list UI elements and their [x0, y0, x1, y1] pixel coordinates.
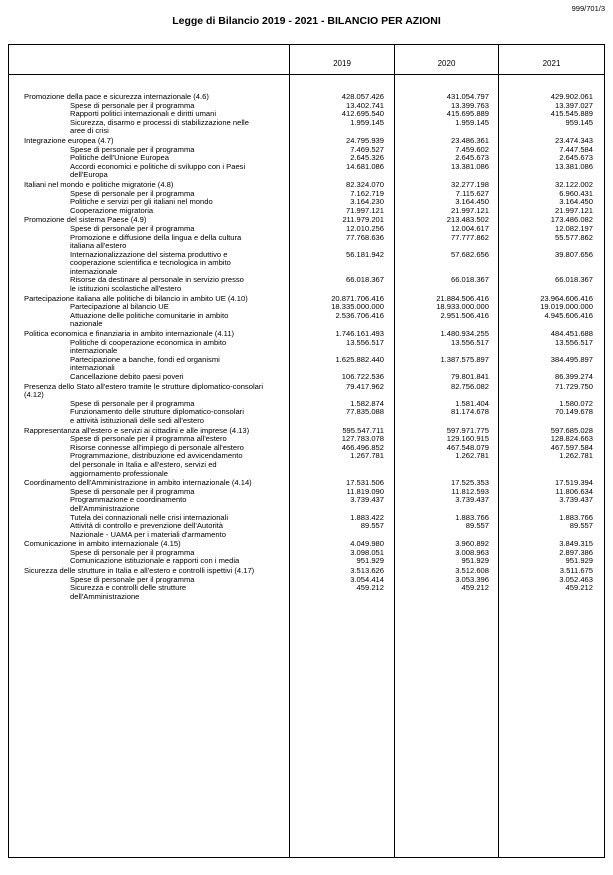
action-row [9, 452, 604, 478]
action-label: Risorse connesse all'impiego di personale all'estero [70, 442, 244, 452]
value-2020: 21.997.121 [450, 205, 489, 215]
action-row [9, 496, 604, 513]
value-2019: 82.324.070 [345, 179, 384, 189]
action-label: Spese di personale per il programma [70, 398, 195, 408]
program-label: Comunicazione in ambito internazionale (4.15) [24, 539, 181, 549]
action-label: Spese di personale per il programma [70, 486, 195, 496]
value-2019: 77.835.088 [345, 407, 384, 417]
value-2020: 1.387.575.897 [440, 354, 489, 364]
value-2019: 459.212 [356, 583, 384, 593]
value-2020: 13.556.517 [450, 337, 489, 347]
value-2021: 429.902.061 [550, 92, 593, 101]
value-2019: 127.783.078 [341, 434, 384, 444]
program-label: Partecipazione italiana alle politiche di bilancio in ambito UE (4.10) [24, 293, 248, 303]
value-2019: 11.819.090 [346, 486, 384, 496]
action-label: Cooperazione migratoria [70, 205, 154, 215]
value-2019: 2.536.706.416 [335, 310, 384, 320]
value-2021: 66.018.367 [554, 275, 593, 285]
value-2019: 1.883.422 [350, 512, 384, 522]
value-2021: 459.212 [565, 583, 593, 593]
value-2021: 32.122.002 [554, 179, 593, 189]
value-2020: 57.682.656 [450, 249, 489, 259]
value-2020: 77.777.862 [450, 232, 489, 242]
value-2021: 13.556.517 [554, 337, 593, 347]
value-2021: 3.511.675 [559, 566, 593, 576]
program-label: Presenza dello Stato all'estero tramite le strutture diplomatico-consolari (4.12) [24, 381, 264, 400]
action-row [9, 207, 604, 216]
action-label: Sicurezza, disarmo e processi di stabilizzazione nelle aree di crisi [70, 117, 249, 136]
value-2020: 3.739.437 [455, 495, 489, 505]
action-label: Spese di personale per il programma [70, 547, 195, 557]
value-2020: 459.212 [461, 583, 489, 593]
value-2021: 1.580.072 [559, 398, 593, 408]
action-row [9, 251, 604, 277]
value-2019: 77.768.636 [345, 232, 384, 242]
value-2020: 79.801.841 [450, 372, 489, 381]
table-body [9, 92, 604, 601]
action-label: Spese di personale per il programma all'estero [70, 434, 227, 444]
column-header-2020: 2020 [437, 59, 456, 68]
document-reference: 999/701/3 [571, 4, 605, 13]
action-row [9, 339, 604, 356]
program-label: Sicurezza delle strutture in Italia e all'estero e controlli ispettivi (4.17) [24, 566, 255, 576]
value-2019: 595.547.711 [342, 425, 384, 435]
value-2019: 1.267.781 [350, 451, 384, 461]
value-2019: 12.010.256 [345, 223, 384, 233]
value-2021: 89.557 [569, 521, 593, 531]
value-2019: 3.054.414 [350, 574, 384, 584]
value-2019: 14.681.086 [345, 161, 384, 171]
action-label: Attività di controllo e prevenzione dell'Autorità Nazionale - UAMA per i materiali d'armamento [70, 521, 226, 539]
column-header-2019: 2019 [333, 59, 351, 68]
program-label: Rappresentanza all'estero e servizi ai cittadini e alle imprese (4.13) [24, 425, 250, 435]
value-2020: 3.008.963 [455, 547, 489, 557]
value-2020: 3.960.892 [455, 539, 489, 549]
action-label: Tutela dei connazionali nelle crisi internazionali [70, 512, 229, 522]
value-2021: 39.807.656 [554, 249, 593, 259]
value-2019: 412.695.540 [341, 109, 384, 119]
action-row [9, 276, 604, 293]
action-label: Politiche di cooperazione economica in ambito internazionale [70, 337, 227, 356]
value-2019: 951.929 [356, 556, 384, 566]
value-2020: 81.174.678 [450, 407, 489, 417]
value-2019: 71.997.121 [345, 205, 384, 215]
value-2020: 66.018.367 [450, 275, 489, 285]
value-2019: 4.049.980 [350, 539, 384, 549]
value-2020: 597.971.775 [446, 425, 489, 435]
value-2021: 7.447.584 [559, 144, 593, 154]
value-2021: 13.381.086 [554, 161, 593, 171]
value-2019: 17.531.506 [345, 478, 384, 488]
action-row [9, 356, 604, 373]
program-label: Politica economica e finanziaria in ambito internazionale (4.11) [24, 329, 235, 339]
action-label: Sicurezza e controlli delle strutture dell'Amministrazione [70, 583, 187, 601]
value-2019: 3.164.230 [350, 197, 384, 207]
value-2020: 7.115.627 [455, 188, 489, 198]
action-label: Politiche dell'Unione Europea [70, 153, 169, 163]
action-row [9, 234, 604, 251]
value-2021: 11.806.634 [555, 486, 593, 496]
value-2021: 6.960.431 [559, 188, 593, 198]
action-row [9, 557, 604, 566]
program-row [9, 383, 604, 400]
value-2019: 1.959.145 [350, 117, 384, 127]
page-title: Legge di Bilancio 2019 - 2021 - BILANCIO PER AZIONI [172, 15, 441, 27]
value-2019: 1.625.882.440 [335, 354, 384, 364]
value-2019: 89.557 [360, 521, 384, 531]
value-2019: 7.162.719 [350, 188, 384, 198]
value-2021: 3.164.450 [559, 197, 593, 207]
value-2020: 13.399.763 [450, 100, 489, 110]
value-2020: 2.645.673 [455, 153, 489, 163]
value-2019: 2.645.326 [350, 153, 384, 163]
value-2020: 13.381.086 [450, 161, 489, 171]
value-2021: 173.486.082 [550, 215, 593, 225]
value-2021: 3.849.315 [559, 539, 593, 549]
action-label: Politiche e servizi per gli italiani nel mondo [70, 197, 213, 207]
action-row [9, 584, 604, 601]
action-label: Partecipazione al bilancio UE [70, 302, 169, 312]
value-2021: 415.545.889 [550, 109, 593, 119]
value-2020: 431.054.797 [446, 92, 489, 101]
value-2020: 3.053.396 [455, 574, 489, 584]
value-2020: 32.277.198 [450, 179, 489, 189]
value-2020: 3.512.608 [455, 566, 489, 576]
value-2019: 211.979.201 [342, 215, 384, 225]
value-2021: 55.577.862 [554, 232, 593, 242]
value-2020: 213.483.502 [446, 215, 489, 225]
value-2021: 12.082.197 [554, 223, 593, 233]
action-row [9, 373, 604, 382]
value-2019: 1.582.874 [350, 398, 384, 408]
value-2020: 1.959.145 [455, 117, 489, 127]
value-2021: 2.645.673 [559, 153, 593, 163]
action-label: Spese di personale per il programma [70, 574, 195, 584]
value-2021: 71.729.750 [554, 381, 593, 391]
value-2020: 11.812.593 [451, 486, 489, 496]
action-label: Comunicazione istituzionale e rapporti con i media [70, 556, 240, 566]
value-2020: 1.581.404 [455, 398, 489, 408]
action-row [9, 119, 604, 136]
action-label: Internazionalizzazione del sistema produttivo e cooperazione scientifica e tecnologica in ambito internazionale [70, 249, 231, 276]
value-2019: 3.513.626 [350, 566, 384, 576]
value-2019: 13.556.517 [345, 337, 384, 347]
value-2021: 128.824.663 [550, 434, 593, 444]
value-2020: 82.756.082 [450, 381, 489, 391]
value-2019: 3.098.051 [350, 547, 384, 557]
value-2019: 56.181.942 [345, 249, 384, 259]
value-2019: 106.722.536 [341, 372, 384, 381]
action-label: Spese di personale per il programma [70, 223, 195, 233]
value-2021: 23.474.343 [554, 135, 593, 145]
action-row [9, 408, 604, 425]
action-label: Attuazione delle politiche comunitarie in ambito nazionale [70, 310, 229, 329]
value-2020: 1.480.934.255 [440, 329, 489, 339]
program-label: Promozione del sistema Paese (4.9) [24, 215, 147, 225]
value-2021: 1.883.766 [559, 512, 593, 522]
value-2019: 18.335.000.000 [331, 302, 384, 312]
value-2021: 17.519.394 [554, 478, 593, 488]
value-2019: 24.795.939 [345, 135, 384, 145]
value-2020: 17.525.353 [450, 478, 489, 488]
value-2020: 2.951.506.416 [440, 310, 489, 320]
value-2020: 1.883.766 [455, 512, 489, 522]
value-2021: 70.149.678 [554, 407, 593, 417]
action-label: Partecipazione a banche, fondi ed organismi internazionali [70, 354, 220, 373]
value-2020: 129.160.915 [446, 434, 489, 444]
value-2021: 13.397.027 [554, 100, 593, 110]
action-label: Spese di personale per il programma [70, 188, 195, 198]
value-2021: 86.399.274 [554, 372, 593, 381]
value-2020: 18.933.000.000 [436, 302, 489, 312]
value-2020: 23.486.361 [450, 135, 489, 145]
action-label: Promozione e diffusione della lingua e della cultura italiana all'estero [70, 232, 242, 251]
action-label: Spese di personale per il programma [70, 144, 195, 154]
value-2021: 3.052.463 [559, 574, 593, 584]
value-2021: 384.495.897 [550, 354, 593, 364]
value-2021: 19.019.000.000 [540, 302, 593, 312]
value-2020: 951.929 [461, 556, 489, 566]
value-2021: 4.945.606.416 [544, 310, 593, 320]
value-2021: 467.597.584 [550, 442, 593, 452]
value-2020: 467.548.079 [446, 442, 489, 452]
value-2019: 1.746.161.493 [335, 329, 384, 339]
value-2019: 428.057.426 [341, 92, 384, 101]
value-2019: 7.469.527 [350, 144, 384, 154]
value-2020: 1.262.781 [455, 451, 489, 461]
action-label: Programmazione e coordinamento dell'Amministrazione [70, 495, 187, 513]
value-2019: 13.402.741 [345, 100, 384, 110]
action-label: Cancellazione debito paesi poveri [70, 372, 184, 381]
value-2021: 951.929 [565, 556, 593, 566]
program-label: Italiani nel mondo e politiche migratorie (4.8) [24, 179, 174, 189]
value-2020: 21.884.506.416 [436, 293, 489, 303]
value-2020: 415.695.889 [446, 109, 489, 119]
value-2020: 7.459.602 [455, 144, 489, 154]
value-2021: 484.451.688 [550, 329, 593, 339]
value-2021: 23.964.606.416 [540, 293, 593, 303]
action-row [9, 312, 604, 329]
value-2021: 21.997.121 [554, 205, 593, 215]
program-label: Coordinamento dell'Amministrazione in ambito internazionale (4.14) [24, 478, 252, 488]
program-label: Promozione della pace e sicurezza internazionale (4.6) [24, 92, 209, 101]
action-label: Spese di personale per il programma [70, 100, 195, 110]
value-2021: 1.262.781 [559, 451, 593, 461]
value-2019: 466.496.852 [341, 442, 384, 452]
action-label: Rapporti politici internazionali e diritti umani [70, 109, 217, 119]
action-row [9, 522, 604, 539]
value-2019: 79.417.962 [345, 381, 384, 391]
value-2019: 3.739.437 [350, 495, 384, 505]
program-label: Integrazione europea (4.7) [24, 135, 114, 145]
value-2020: 3.164.450 [455, 197, 489, 207]
action-label: Risorse da destinare al personale in servizio presso le istituzioni scolastiche all'estero [70, 275, 244, 294]
header-divider [9, 74, 604, 75]
value-2021: 2.897.386 [559, 547, 593, 557]
value-2021: 3.739.437 [559, 495, 593, 505]
column-header-2021: 2021 [542, 59, 561, 68]
value-2020: 12.004.617 [450, 223, 489, 233]
value-2019: 66.018.367 [345, 275, 384, 285]
value-2020: 89.557 [465, 521, 489, 531]
value-2021: 597.685.028 [550, 425, 593, 435]
action-row [9, 163, 604, 180]
value-2021: 959.145 [565, 117, 593, 127]
value-2019: 20.871.706.416 [331, 293, 384, 303]
action-label: Funzionamento delle strutture diplomatico-consolari e attività istituzionali delle sedi all'estero [70, 407, 244, 425]
action-label: Accordi economici e politiche di sviluppo con i Paesi dell'Europa [70, 161, 246, 180]
action-label: Programmazione, distribuzione ed avvicendamento del personale in Italia e all'estero, servizi ed aggiornamento professionale [70, 451, 243, 478]
budget-table [8, 44, 605, 858]
